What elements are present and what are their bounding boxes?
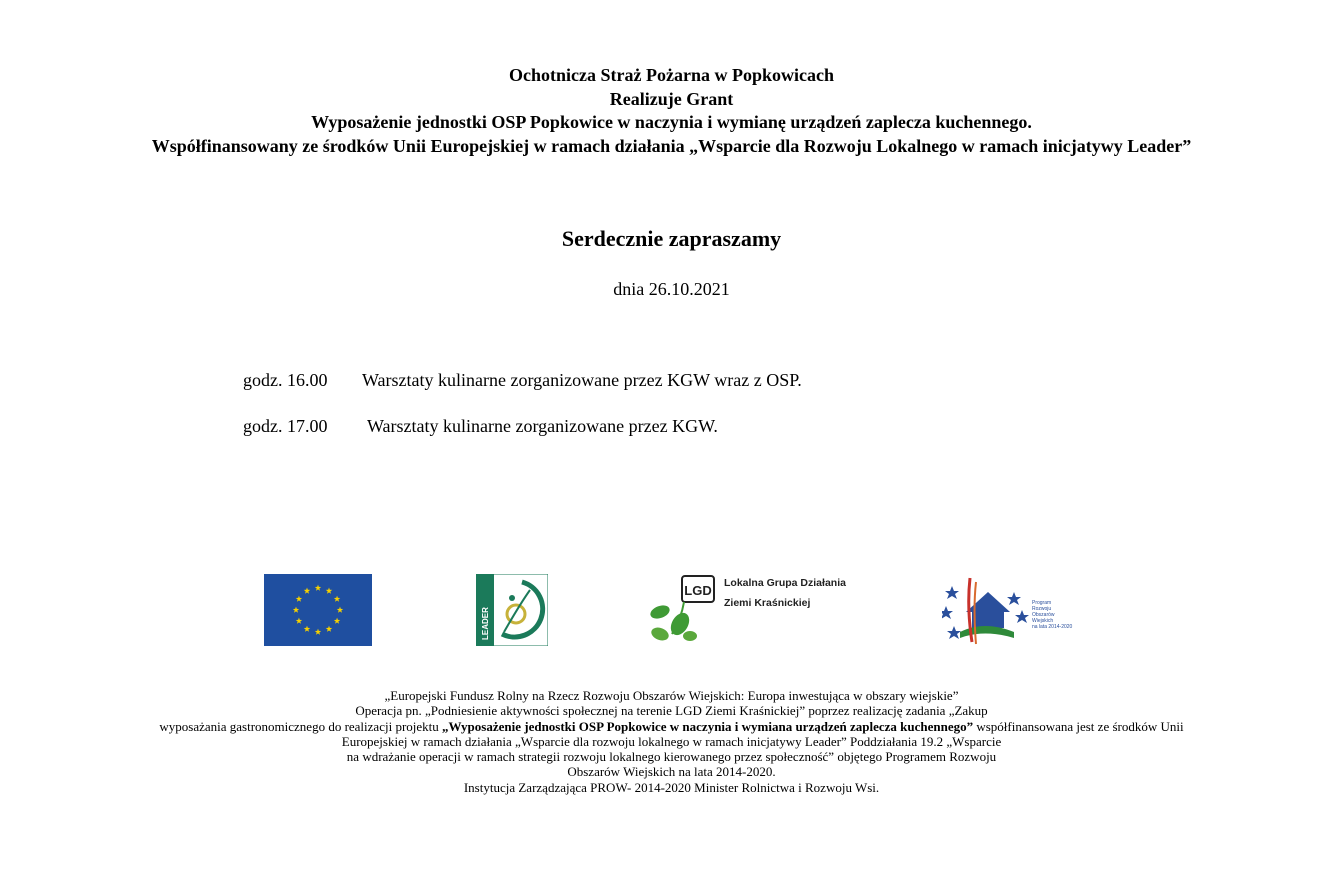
lgd-mark: LGD <box>684 583 712 598</box>
footer-line: Operacja pn. „Podniesienie aktywności społecznej na terenie LGD Ziemi Kraśnickiej” poprzez realizację zadania „Zakup <box>355 703 988 719</box>
footer-text: wyposażania gastronomicznego do realizacji projektu <box>159 718 443 734</box>
funding-footer <box>0 688 1343 795</box>
prow-caption <box>1032 600 1072 630</box>
footer-line: na wdrażanie operacji w ramach strategii rozwoju lokalnego kierowanego przez społeczność” objętego Programem Rozwoju <box>346 749 997 765</box>
footer-line <box>0 719 1343 734</box>
prow-caption-line: Wiejskich <box>1032 618 1054 624</box>
schedule-time: godz. 17.00 <box>243 416 328 436</box>
footer-line: „Europejski Fundusz Rolny na Rzecz Rozwoju Obszarów Wiejskich: Europa inwestująca w obszary wiejskie” <box>384 688 959 703</box>
footer-text: współfinansowana jest ze środków Unii <box>973 718 1184 734</box>
eu-flag-logo <box>264 574 372 646</box>
grant-status: Realizuje Grant <box>609 88 734 109</box>
footer-line: Obszarów Wiejskich na lata 2014-2020. <box>567 764 776 780</box>
lgd-name-line1: Lokalna Grupa Działania <box>724 577 846 589</box>
invitation-heading: Serdecznie zapraszamy <box>561 226 782 251</box>
lgd-name-line2: Ziemi Kraśnickiej <box>724 597 811 609</box>
leader-logo <box>476 574 548 646</box>
schedule-description: Warsztaty kulinarne zorganizowane przez KGW. <box>367 416 718 436</box>
footer-line: Instytucja Zarządzająca PROW- 2014-2020 Minister Rolnictwa i Rozwoju Wsi. <box>463 779 880 795</box>
footer-project-title: „Wyposażenie jednostki OSP Popkowice w naczynia i wymiana urządzeń zaplecza kuchennego” <box>442 718 974 734</box>
document-header <box>0 64 1343 158</box>
prow-2014-2020-logo <box>942 572 1072 648</box>
organization-name: Ochotnicza Straż Pożarna w Popkowicach <box>509 65 834 85</box>
prow-caption-line: Obszarów <box>1032 612 1055 618</box>
leader-text: LEADER <box>481 607 490 640</box>
grant-title: Wyposażenie jednostki OSP Popkowice w naczynia i wymianę urządzeń zaplecza kuchennego. <box>311 112 1032 132</box>
schedule-time: godz. 16.00 <box>243 370 328 390</box>
cofinancing-note: Współfinansowany ze środków Unii Europejskiej w ramach działania „Wsparcie dla Rozwoju Lokalnego w ramach inicjatywy Leader” <box>151 135 1192 156</box>
lgd-ziemi-krasnickiej-logo <box>646 572 861 648</box>
prow-caption-line: na lata 2014-2020 <box>1032 624 1073 630</box>
footer-line: Europejskiej w ramach działania „Wsparcie dla rozwoju lokalnego w ramach inicjatywy Leader” Poddziałania 19.2 „Wsparcie <box>341 733 1002 749</box>
prow-caption-line: Rozwoju <box>1032 606 1052 612</box>
event-date: dnia 26.10.2021 <box>613 279 730 299</box>
schedule-description: Warsztaty kulinarne zorganizowane przez KGW wraz z OSP. <box>362 370 802 390</box>
prow-caption-line: Program <box>1032 600 1052 606</box>
